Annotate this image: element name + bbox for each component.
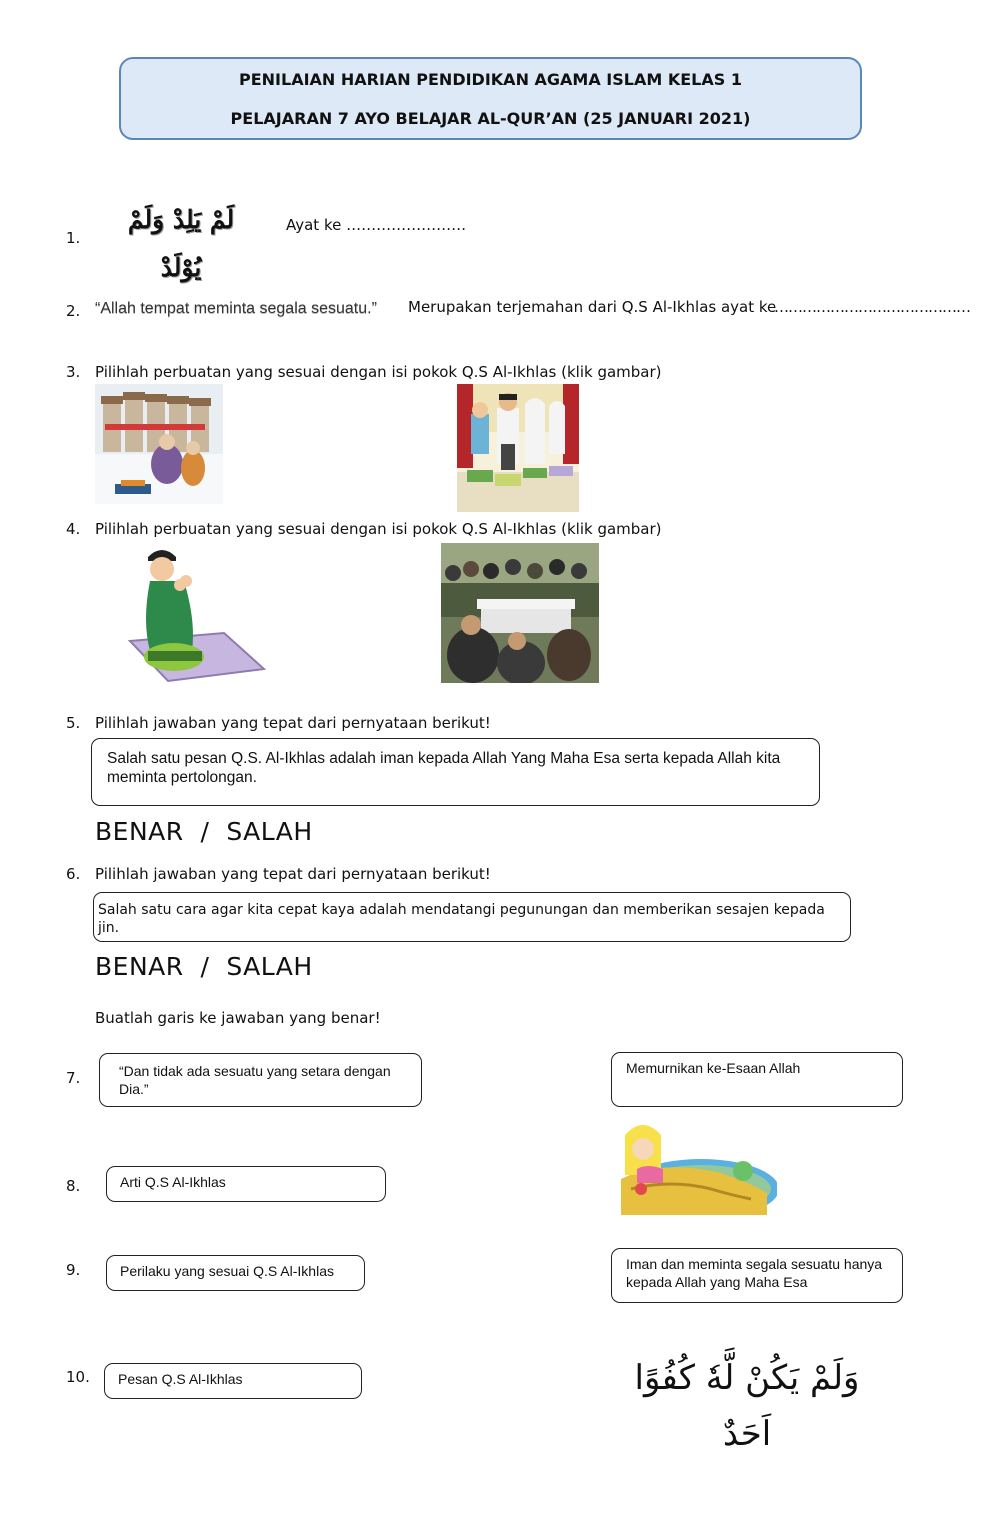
q4-picture-grave-visit[interactable]	[441, 543, 599, 683]
match-left-item-9[interactable]: Perilaku yang sesuai Q.S Al-Ikhlas	[106, 1255, 365, 1291]
header-title: PENILAIAN HARIAN PENDIDIKAN AGAMA ISLAM KELAS 1	[239, 70, 742, 89]
q2-text: Merupakan terjemahan dari Q.S Al-Ikhlas ayat ke	[408, 298, 777, 316]
q5-number: 5.	[66, 714, 81, 732]
q7-number: 7.	[66, 1069, 81, 1087]
q6-benar-salah-choice[interactable]: BENAR / SALAH	[95, 952, 313, 981]
match-right-arabic-verse[interactable]: وَلَمْ يَكُنْ لَّهٗ كُفُوًا اَحَدٌ	[634, 1358, 860, 1454]
q1-text: Ayat ke ……………………	[286, 216, 467, 234]
q6-text: Pilihlah jawaban yang tepat dari pernyataan berikut!	[95, 865, 491, 883]
q1-arabic-verse: لَمْ يَلِدْ وَلَمْ يُوْلَدْ	[127, 205, 235, 282]
q5-text: Pilihlah jawaban yang tepat dari pernyataan berikut!	[95, 714, 491, 732]
q2-answer-dots[interactable]: ……………………………………	[774, 298, 970, 316]
q4-text: Pilihlah perbuatan yang sesuai dengan isi pokok Q.S Al-Ikhlas (klik gambar)	[95, 520, 662, 538]
q8-number: 8.	[66, 1177, 81, 1195]
q3-picture-statue-offering[interactable]	[95, 384, 223, 504]
q1-number: 1.	[66, 229, 81, 247]
q2-quote: “Allah tempat meminta segala sesuatu.”	[95, 300, 377, 317]
match-right-picture-girl-praying[interactable]	[611, 1119, 777, 1215]
q4-number: 4.	[66, 520, 81, 538]
header-subtitle: PELAJARAN 7 AYO BELAJAR AL-QUR’AN (25 JANUARI 2021)	[230, 109, 751, 128]
q9-number: 9.	[66, 1261, 81, 1279]
match-left-item-10[interactable]: Pesan Q.S Al-Ikhlas	[104, 1363, 362, 1399]
match-left-item-8[interactable]: Arti Q.S Al-Ikhlas	[106, 1166, 386, 1202]
matching-instruction: Buatlah garis ke jawaban yang benar!	[95, 1009, 381, 1027]
q4-picture-boy-praying[interactable]	[128, 541, 266, 683]
q5-benar-salah-choice[interactable]: BENAR / SALAH	[95, 817, 313, 846]
q3-number: 3.	[66, 363, 81, 381]
q6-number: 6.	[66, 865, 81, 883]
q5-statement-box: Salah satu pesan Q.S. Al-Ikhlas adalah iman kepada Allah Yang Maha Esa serta kepada Allah kita meminta pertolongan.	[91, 738, 820, 806]
q3-picture-family-praying[interactable]	[457, 384, 579, 512]
q3-text: Pilihlah perbuatan yang sesuai dengan isi pokok Q.S Al-Ikhlas (klik gambar)	[95, 363, 662, 381]
match-right-memurnikan[interactable]: Memurnikan ke-Esaan Allah	[611, 1052, 903, 1107]
q2-number: 2.	[66, 302, 81, 320]
header-box	[119, 57, 862, 140]
q10-number: 10.	[66, 1368, 90, 1386]
q6-statement-box: Salah satu cara agar kita cepat kaya adalah mendatangi pegunungan dan memberikan sesajen kepada jin.	[93, 892, 851, 942]
match-right-iman[interactable]: Iman dan meminta segala sesuatu hanya kepada Allah yang Maha Esa	[611, 1248, 903, 1303]
match-left-item-7[interactable]: “Dan tidak ada sesuatu yang setara dengan Dia.”	[99, 1053, 422, 1107]
